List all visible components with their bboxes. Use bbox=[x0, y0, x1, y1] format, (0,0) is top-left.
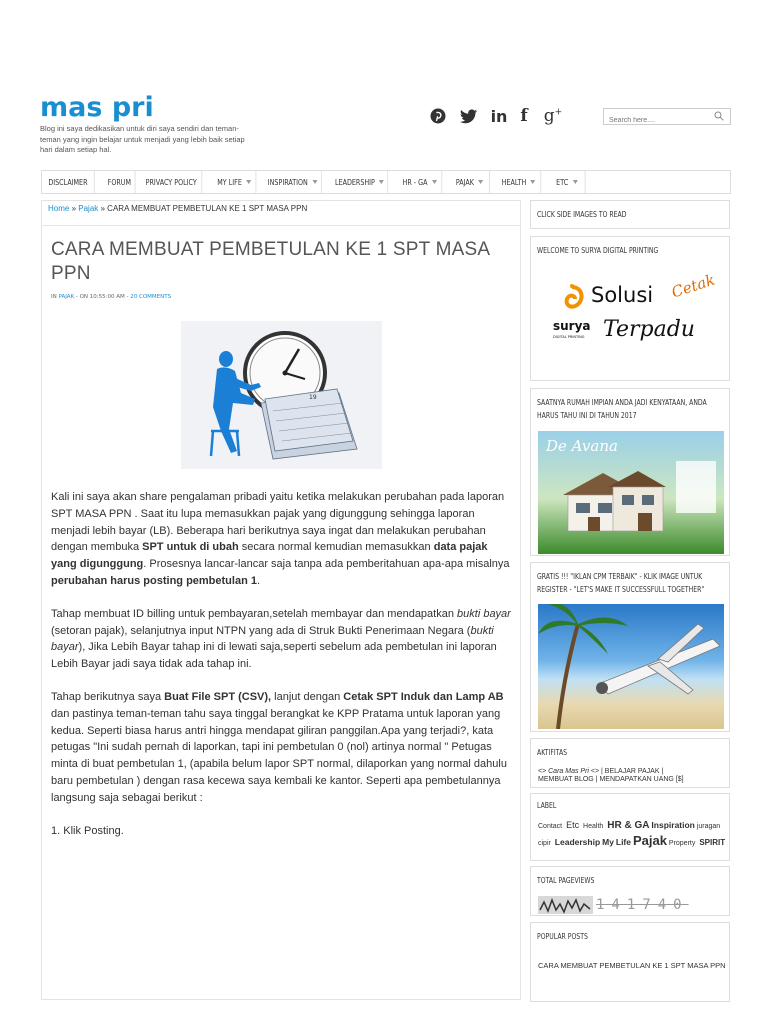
search-input[interactable] bbox=[604, 113, 709, 128]
house-image bbox=[558, 465, 668, 535]
widget-title: POPULAR POSTS bbox=[537, 932, 588, 941]
sidebar-gratis-widget bbox=[530, 562, 730, 732]
nav-label: FORUM bbox=[107, 177, 131, 187]
rumah-brand: De Avana bbox=[546, 437, 618, 455]
nav-label: PRIVACY POLICY bbox=[145, 177, 197, 187]
nav-label: DISCLAIMER bbox=[48, 177, 88, 187]
sidebar-pageviews-widget bbox=[530, 866, 730, 916]
search-icon[interactable] bbox=[714, 111, 724, 121]
post-illustration bbox=[181, 321, 382, 469]
nav-item-etc[interactable] bbox=[549, 171, 586, 193]
sidebar-surya-widget bbox=[530, 236, 730, 381]
divider bbox=[42, 225, 520, 226]
label-link[interactable]: Contact bbox=[538, 823, 563, 830]
ad-solusi: Solusi bbox=[591, 283, 654, 307]
paragraph: 1. Klik Posting. bbox=[51, 824, 124, 837]
svg-text:19: 19 bbox=[309, 394, 317, 401]
nav-item-privacy-policy[interactable] bbox=[141, 171, 202, 193]
nav-item-pajak[interactable] bbox=[450, 171, 490, 193]
search-box bbox=[603, 108, 731, 125]
widget-title: SAATNYA RUMAH IMPIAN ANDA JADI KENYATAAN, ANDA HARUS TAHU INI DI TAHUN 2017 bbox=[537, 398, 707, 420]
google-plus-icon[interactable]: g+ bbox=[543, 106, 563, 126]
pageviews-counter: 141740 bbox=[596, 897, 689, 913]
label-link[interactable]: My bbox=[602, 837, 614, 847]
nav-label: HEALTH bbox=[501, 177, 527, 187]
nav-item-my-life[interactable] bbox=[213, 171, 256, 193]
ad-terpadu: Terpadu bbox=[603, 317, 695, 342]
paragraph: Tahap membuat ID billing untuk pembayaran,setelah membayar dan mendapatkan bukti bayar (setoran pajak), selanjutnya input NTPN yang ada di Struk Bukti Penerimaan Negara (bukti bayar), Jika Lebih Bayar tahap ini di lewati saja,seperti sebelum ada pembetulan ini laporan Lebih Bayar jadi saya tidak ada tahap ini. bbox=[51, 607, 511, 671]
label-link[interactable]: Property bbox=[668, 840, 696, 847]
nav-item-inspiration[interactable] bbox=[264, 171, 322, 193]
sidebar-popular-widget bbox=[530, 922, 730, 1002]
beach-plane-image bbox=[538, 604, 724, 729]
sparkline-icon bbox=[538, 896, 593, 914]
nav-label: PAJAK bbox=[455, 177, 474, 187]
site-title[interactable]: mas pri bbox=[40, 92, 154, 123]
nav-item-leadership[interactable] bbox=[332, 171, 388, 193]
breadcrumb-category[interactable]: Pajak bbox=[78, 204, 99, 213]
paragraph: Tahap berikutnya saya Buat File SPT (CSV), lanjut dengan Cetak SPT Induk dan Lamp AB dan pastinya teman-teman tahu saya tinggal berangkat ke KPP Pratama untuk laporan yang kedua. Seperti biasa harus antri hingga mendapat giliran panggilan.Apa yang terjadi?, kata petugas "Ini sudah pernah di laporkan, tapi ini pembetulan 0 (nol) artinya normal " Petugas minta di buat pembetulan 1, (apabila belum lapor SPT normal, dilaporkan yang normal dahulu baru pembetulan ) dengan rasa kecewa saya kembali ke kantor. Seperti apa pembetulannya langsung saja sebagai berikut : bbox=[51, 690, 507, 804]
chevron-down-icon bbox=[572, 180, 577, 184]
paragraph: Kali ini saya akan share pengalaman pribadi yaitu ketika melakukan perubahan pada laporan SPT MASA PPN . Saat itu lupa memasukkan pajak yang digunggung sehingga laporan menjadi lebih bayar (LB). Beberapa hari berikutnya saya ingat dan melakukan perubahan dengan membuka SPT untuk di ubah secara normal kemudian memasukkan data pajak yang digunggung. Prosesnya lancar-lancar saja tanpa ada pemberitahuan apa-apa misalnya perubahan harus posting pembetulan 1. bbox=[51, 491, 510, 587]
label-link[interactable]: SPIRIT bbox=[699, 838, 726, 847]
nav-item-disclaimer[interactable] bbox=[42, 171, 95, 193]
nav-item-hr-ga[interactable] bbox=[398, 171, 442, 193]
sidebar-click-images bbox=[530, 200, 730, 229]
gratis-ad-banner[interactable] bbox=[538, 604, 724, 729]
aktifitas-links[interactable] bbox=[538, 768, 728, 784]
nav-item-health[interactable] bbox=[497, 171, 541, 193]
site-tagline: Blog ini saya dedikasikan untuk diri saya sendiri dan teman-teman yang ingin belajar untuk menjadi yang lebih baik setiap hari dalam setiap hal. bbox=[40, 124, 245, 154]
meta-comments-link[interactable]: 20 COMMENTS bbox=[130, 294, 172, 300]
breadcrumb-separator: » bbox=[69, 204, 79, 213]
breadcrumb-home[interactable]: Home bbox=[48, 204, 70, 213]
widget-title: AKTIFITAS bbox=[537, 748, 568, 757]
post-meta bbox=[51, 294, 171, 300]
label-link[interactable]: HR & GA bbox=[607, 820, 650, 831]
rumah-ad-banner[interactable] bbox=[538, 431, 724, 554]
post-title: CARA MEMBUAT PEMBETULAN KE 1 SPT MASA PPN bbox=[51, 239, 490, 284]
surya-logo-text: surya bbox=[553, 319, 591, 333]
widget-title: WELCOME TO SURYA DIGITAL PRINTING bbox=[537, 246, 659, 255]
popular-post-link[interactable]: CARA MEMBUAT PEMBETULAN KE 1 SPT MASA PPN bbox=[538, 961, 726, 970]
meta-category-link[interactable]: PAJAK bbox=[58, 294, 75, 300]
nav-label: INSPIRATION bbox=[267, 177, 308, 187]
aktifitas-line: MEMBUAT BLOG | MENDAPATKAN UANG [$] bbox=[538, 776, 684, 783]
widget-title: LABEL bbox=[537, 801, 557, 810]
main-nav bbox=[41, 170, 731, 194]
label-link[interactable]: Pajak bbox=[632, 833, 667, 848]
chevron-down-icon bbox=[478, 180, 483, 184]
meta-in: IN bbox=[51, 294, 59, 300]
chevron-down-icon bbox=[379, 180, 384, 184]
breadcrumb bbox=[48, 204, 307, 213]
label-link[interactable]: Life bbox=[615, 837, 631, 847]
nav-item-forum[interactable] bbox=[104, 171, 135, 193]
aktifitas-line: <> Cara Mas Pri <> | BELAJAR PAJAK | bbox=[538, 768, 664, 775]
label-link[interactable]: Etc bbox=[566, 820, 580, 830]
label-link[interactable]: Health bbox=[583, 823, 604, 830]
widget-title: GRATIS !!! "IKLAN CPM TERBAIK" - KLIK IMAGE UNTUK REGISTER - "LET'S MAKE IT SUCCESSFULL TOGETHER" bbox=[537, 572, 705, 594]
pinterest-icon[interactable] bbox=[428, 105, 448, 127]
twitter-icon[interactable] bbox=[458, 105, 480, 127]
widget-title: CLICK SIDE IMAGES TO READ bbox=[537, 210, 627, 219]
nav-label: MY LIFE bbox=[217, 177, 242, 187]
surya-sub: DIGITAL PRINTING bbox=[553, 335, 585, 339]
chevron-down-icon bbox=[432, 180, 437, 184]
chevron-down-icon bbox=[531, 180, 536, 184]
facebook-icon[interactable]: f bbox=[520, 106, 528, 126]
sidebar-rumah-widget bbox=[530, 388, 730, 556]
ad-cetak: Cetak bbox=[669, 270, 718, 302]
widget-title: TOTAL PAGEVIEWS bbox=[537, 876, 595, 885]
label-link[interactable]: Inspiration bbox=[651, 820, 695, 830]
sidebar-label-widget bbox=[530, 793, 730, 861]
post-body bbox=[51, 489, 513, 855]
breadcrumb-current: CARA MEMBUAT PEMBETULAN KE 1 SPT MASA PPN bbox=[107, 204, 308, 213]
chevron-down-icon bbox=[312, 180, 317, 184]
breadcrumb-separator: » bbox=[98, 204, 108, 213]
label-cloud bbox=[538, 818, 726, 851]
chevron-down-icon bbox=[246, 180, 251, 184]
price-panel bbox=[676, 461, 716, 513]
nav-label: HR - GA bbox=[402, 177, 428, 187]
label-link[interactable]: Leadership bbox=[554, 837, 601, 847]
surya-ad-banner[interactable] bbox=[551, 270, 721, 357]
label-link[interactable]: juragan cipir bbox=[538, 823, 721, 847]
nav-label: ETC bbox=[556, 177, 569, 187]
linkedin-icon[interactable]: in bbox=[490, 106, 508, 126]
surya-logo-icon bbox=[557, 283, 587, 321]
nav-label: LEADERSHIP bbox=[335, 177, 375, 187]
sidebar-aktifitas-widget bbox=[530, 738, 730, 788]
meta-time: - ON 10:55:00 AM - bbox=[74, 294, 131, 300]
